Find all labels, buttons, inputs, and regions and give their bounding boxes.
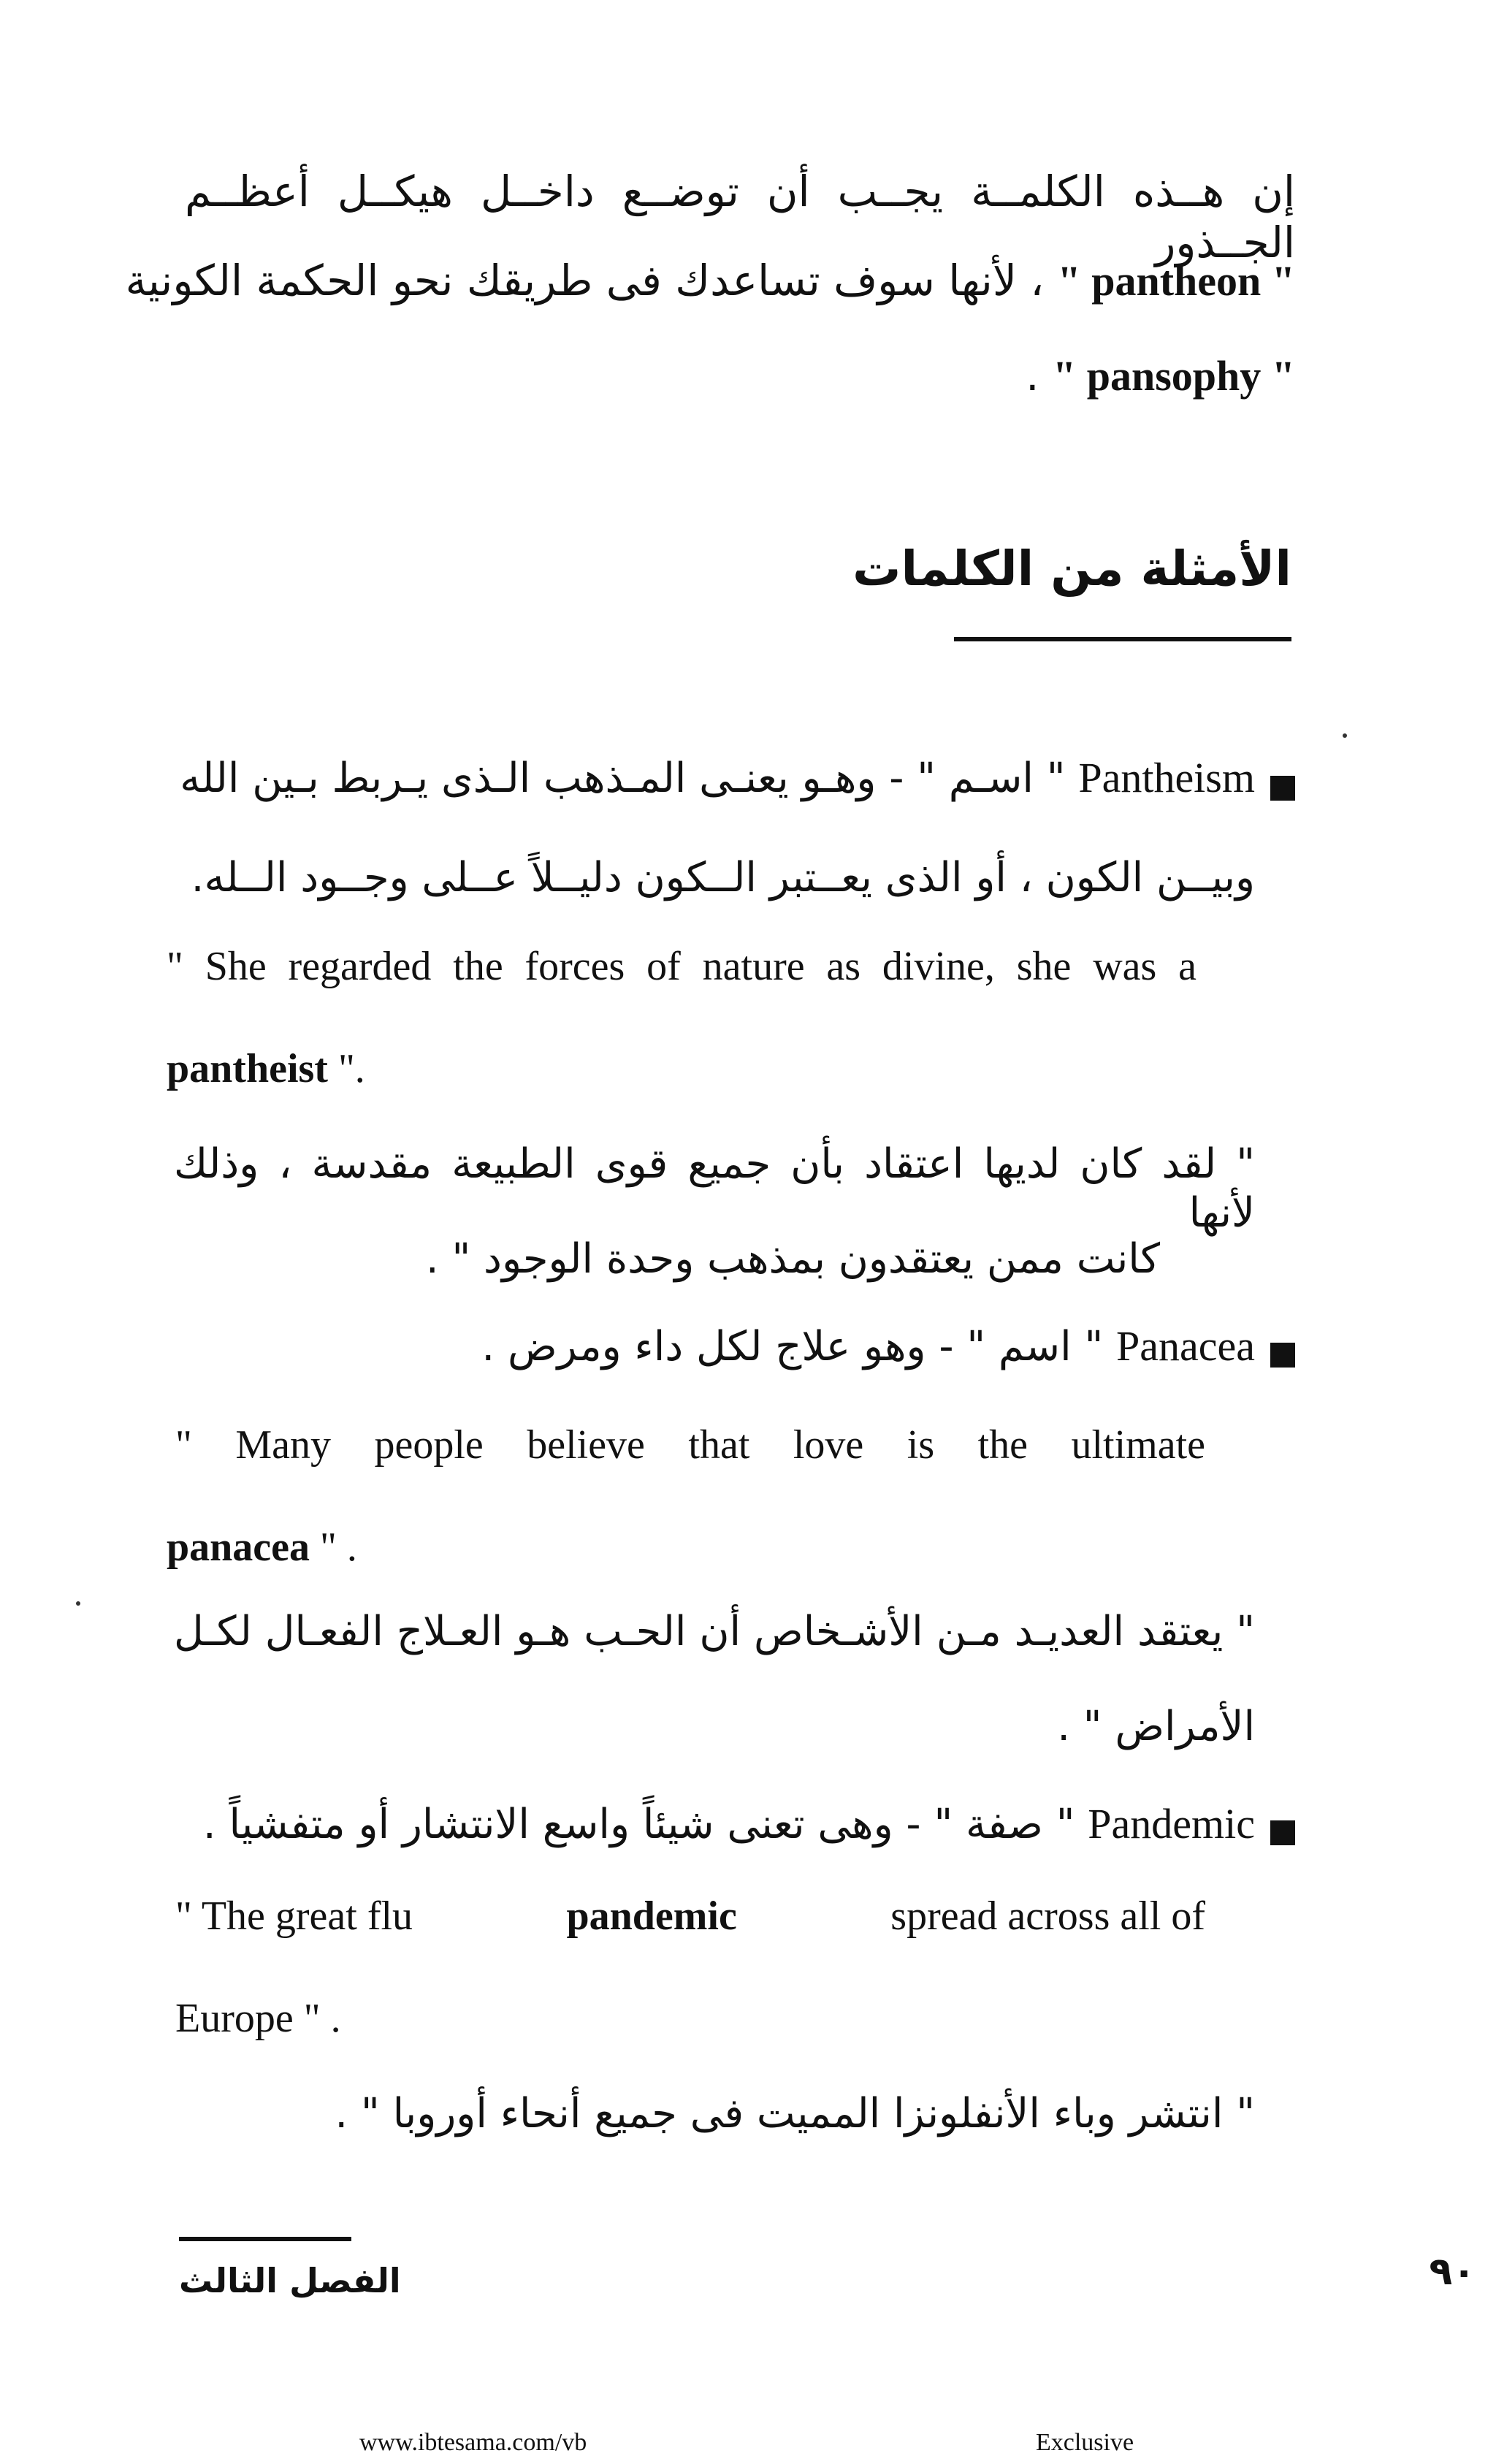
intro-line-1: إن هــذه الكلمــة يجــب أن توضــع داخــل هيكــل أعظــم الجــذور [185, 167, 1295, 267]
entry-example-en-end [167, 1045, 365, 1094]
entry-translation: " يعتقد العديـد مـن الأشـخاص أن الحـب هـو العـلاج الفعـال لكـل [174, 1608, 1255, 1655]
entry-definition [174, 1799, 1255, 1850]
entry-definition-text: " اسم " - وهو علاج لكل داء ومرض . [481, 1323, 1104, 1370]
entry-term: Pandemic [1088, 1800, 1255, 1847]
entry-example-en [175, 1892, 1205, 1941]
example-end: " . [320, 1525, 357, 1570]
site-url: www.ibtesama.com/vb [359, 2429, 587, 2456]
example-post: spread across all of [890, 1893, 1205, 1939]
entry-translation-continued: الأمراض " . [1057, 1703, 1255, 1750]
exclusive-label: Exclusive [1036, 2429, 1134, 2456]
entry-term: Panacea [1116, 1322, 1255, 1370]
section-heading: الأمثلة من الكلمات [852, 541, 1291, 597]
entry-definition [174, 752, 1255, 804]
intro-line-2 [125, 256, 1295, 307]
chapter-label: الفصل الثالث [179, 2261, 401, 2300]
square-bullet-icon [1270, 1820, 1295, 1845]
entry-definition-text: " اسـم " - وهـو يعنـى المـذهب الـذى يـربط بـين الله [180, 755, 1066, 802]
entry-term: Pantheism [1078, 754, 1255, 801]
speck [76, 1601, 80, 1606]
example-keyword: pantheist [167, 1046, 328, 1091]
entry-definition-continued: وبيــن الكون ، أو الذى يعــتبر الــكون دليــلاً عــلى وجــود الــله. [191, 854, 1255, 901]
entry-translation-continued: كانت ممن يعتقدون بمذهب وحدة الوجود " . [425, 1235, 1160, 1283]
entry-definition [174, 1321, 1255, 1372]
intro-line-3 [565, 351, 1295, 402]
footer-rule [179, 2237, 351, 2241]
example-keyword: pandemic [566, 1893, 737, 1939]
entry-translation: " انتشر وباء الأنفلونزا المميت فى جميع أنحاء أوروبا " . [335, 2090, 1255, 2137]
example-end: ". [337, 1046, 365, 1091]
square-bullet-icon [1270, 776, 1295, 801]
entry-example-en-end: Europe " . [175, 1996, 341, 2041]
entry-example-en: " She regarded the forces of nature as divine, she was a [167, 944, 1197, 989]
entry-definition-text: " صفة " - وهى تعنى شيئاً واسع الانتشار أو متفشياً . [202, 1801, 1075, 1848]
page-number: ٩٠ [1429, 2250, 1476, 2294]
intro-line-2-text: ، لأنها سوف تساعدك فى طريقك نحو الحكمة الكونية [125, 256, 1045, 305]
square-bullet-icon [1270, 1343, 1295, 1368]
example-keyword: panacea [167, 1525, 310, 1570]
term-pantheon: " pantheon " [1057, 257, 1295, 305]
intro-line-3-end: . [1026, 351, 1039, 400]
term-pansophy: " pansophy " [1053, 352, 1295, 400]
entry-example-en-end [167, 1523, 357, 1572]
entry-translation: " لقد كان لديها اعتقاد بأن جميع قوى الطبيعة مقدسة ، وذلك لأنها [174, 1140, 1255, 1237]
speck [1343, 733, 1347, 738]
heading-underline [954, 637, 1291, 641]
example-pre: " The great flu [175, 1893, 413, 1939]
entry-example-en: " Many people believe that love is the ultimate [175, 1422, 1205, 1468]
